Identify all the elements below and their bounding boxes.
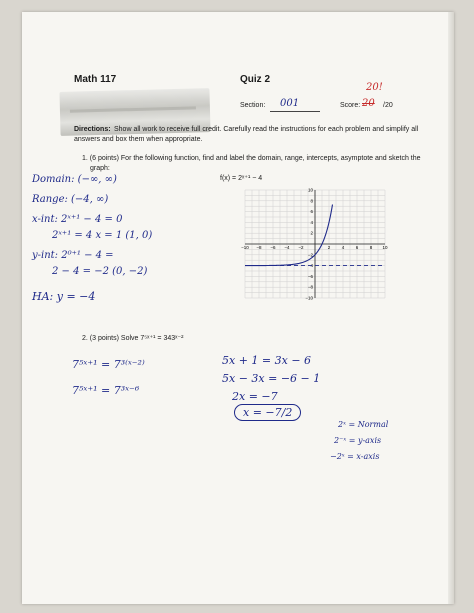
quiz-title: Quiz 2 <box>240 74 271 85</box>
paper-edge-shadow <box>448 12 454 604</box>
y-tick-label: −2 <box>307 252 313 258</box>
work-domain: Domain: (−∞, ∞) <box>32 174 117 185</box>
p2-right-line2: 5x − 3x = −6 − 1 <box>222 372 321 385</box>
x-tick-label: −4 <box>284 245 290 250</box>
directions-line1: Show all work to receive full credit. Carefully read the instructions for each problem and simplify all <box>114 126 419 133</box>
x-tick-label: 6 <box>355 245 359 250</box>
x-tick-label: 2 <box>327 245 331 250</box>
directions-line2: answers and box them when appropriate. <box>74 136 203 143</box>
x-tick-label: 10 <box>382 245 388 250</box>
p2-right-line1: 5x + 1 = 3x − 6 <box>222 354 312 367</box>
section-value: 001 <box>280 98 300 109</box>
work-range: Range: (−4, ∞) <box>32 194 109 205</box>
y-tick-label: −6 <box>307 273 313 279</box>
y-tick-label: 4 <box>310 219 313 225</box>
y-tick-label: 10 <box>307 187 313 193</box>
p2-right-line3: 2x = −7 <box>232 390 278 403</box>
quiz-paper <box>22 12 454 604</box>
function-graph <box>240 184 390 304</box>
y-tick-label: 6 <box>310 209 313 215</box>
problem2-text: 2. (3 points) Solve 7⁵ˣ⁺¹ = 343ˣ⁻² <box>82 335 184 342</box>
grade-mark: 20! <box>366 82 383 93</box>
x-tick-label: 4 <box>341 245 345 250</box>
p2-left-line2: 7⁵ˣ⁺¹ = 7³ˣ⁻⁶ <box>72 384 140 397</box>
p2-answer-box: x = −7/2 <box>234 404 301 421</box>
note-line2: 2⁻ˣ = y-axis <box>334 436 382 445</box>
work-xint-1: x-int: 2ˣ⁺¹ − 4 = 0 <box>32 214 123 225</box>
y-tick-label: −8 <box>307 284 313 290</box>
x-tick-label: −6 <box>270 245 276 250</box>
work-xint-2: 2ˣ⁺¹ = 4 x = 1 (1, 0) <box>52 230 153 241</box>
section-underline <box>270 111 320 112</box>
y-tick-label: −4 <box>307 263 313 269</box>
course-title: Math 117 <box>74 74 117 85</box>
score-value: 20 <box>362 98 375 109</box>
y-tick-label: 8 <box>310 198 313 204</box>
work-ha: HA: y = −4 <box>32 290 96 303</box>
problem1-text-line2: graph: <box>90 165 110 172</box>
note-line3: −2ˣ = x-axis <box>330 452 380 461</box>
x-tick-label: 8 <box>369 245 373 250</box>
problem1-function: f(x) = 2ˣ⁺¹ − 4 <box>220 175 263 182</box>
x-tick-label: −10 <box>241 245 249 250</box>
work-yint-1: y-int: 2⁰⁺¹ − 4 = <box>32 250 114 261</box>
y-tick-label: 2 <box>310 230 313 236</box>
score-total: /20 <box>383 102 393 109</box>
problem1-text-line1: 1. (6 points) For the following function, find and label the domain, range, intercepts, asymptote and sketch the <box>82 155 421 162</box>
directions-heading: Directions: <box>74 126 111 133</box>
function-curve <box>245 205 333 269</box>
note-line1: 2ˣ = Normal <box>338 420 389 429</box>
x-tick-label: −2 <box>298 245 304 250</box>
section-label: Section: <box>240 102 266 109</box>
x-tick-label: −8 <box>256 245 262 250</box>
p2-left-line1: 7⁵ˣ⁺¹ = 7³⁽ˣ⁻²⁾ <box>72 358 145 371</box>
y-tick-label: −10 <box>305 295 313 301</box>
work-yint-2: 2 − 4 = −2 (0, −2) <box>52 266 148 277</box>
score-label: Score: <box>340 102 361 109</box>
